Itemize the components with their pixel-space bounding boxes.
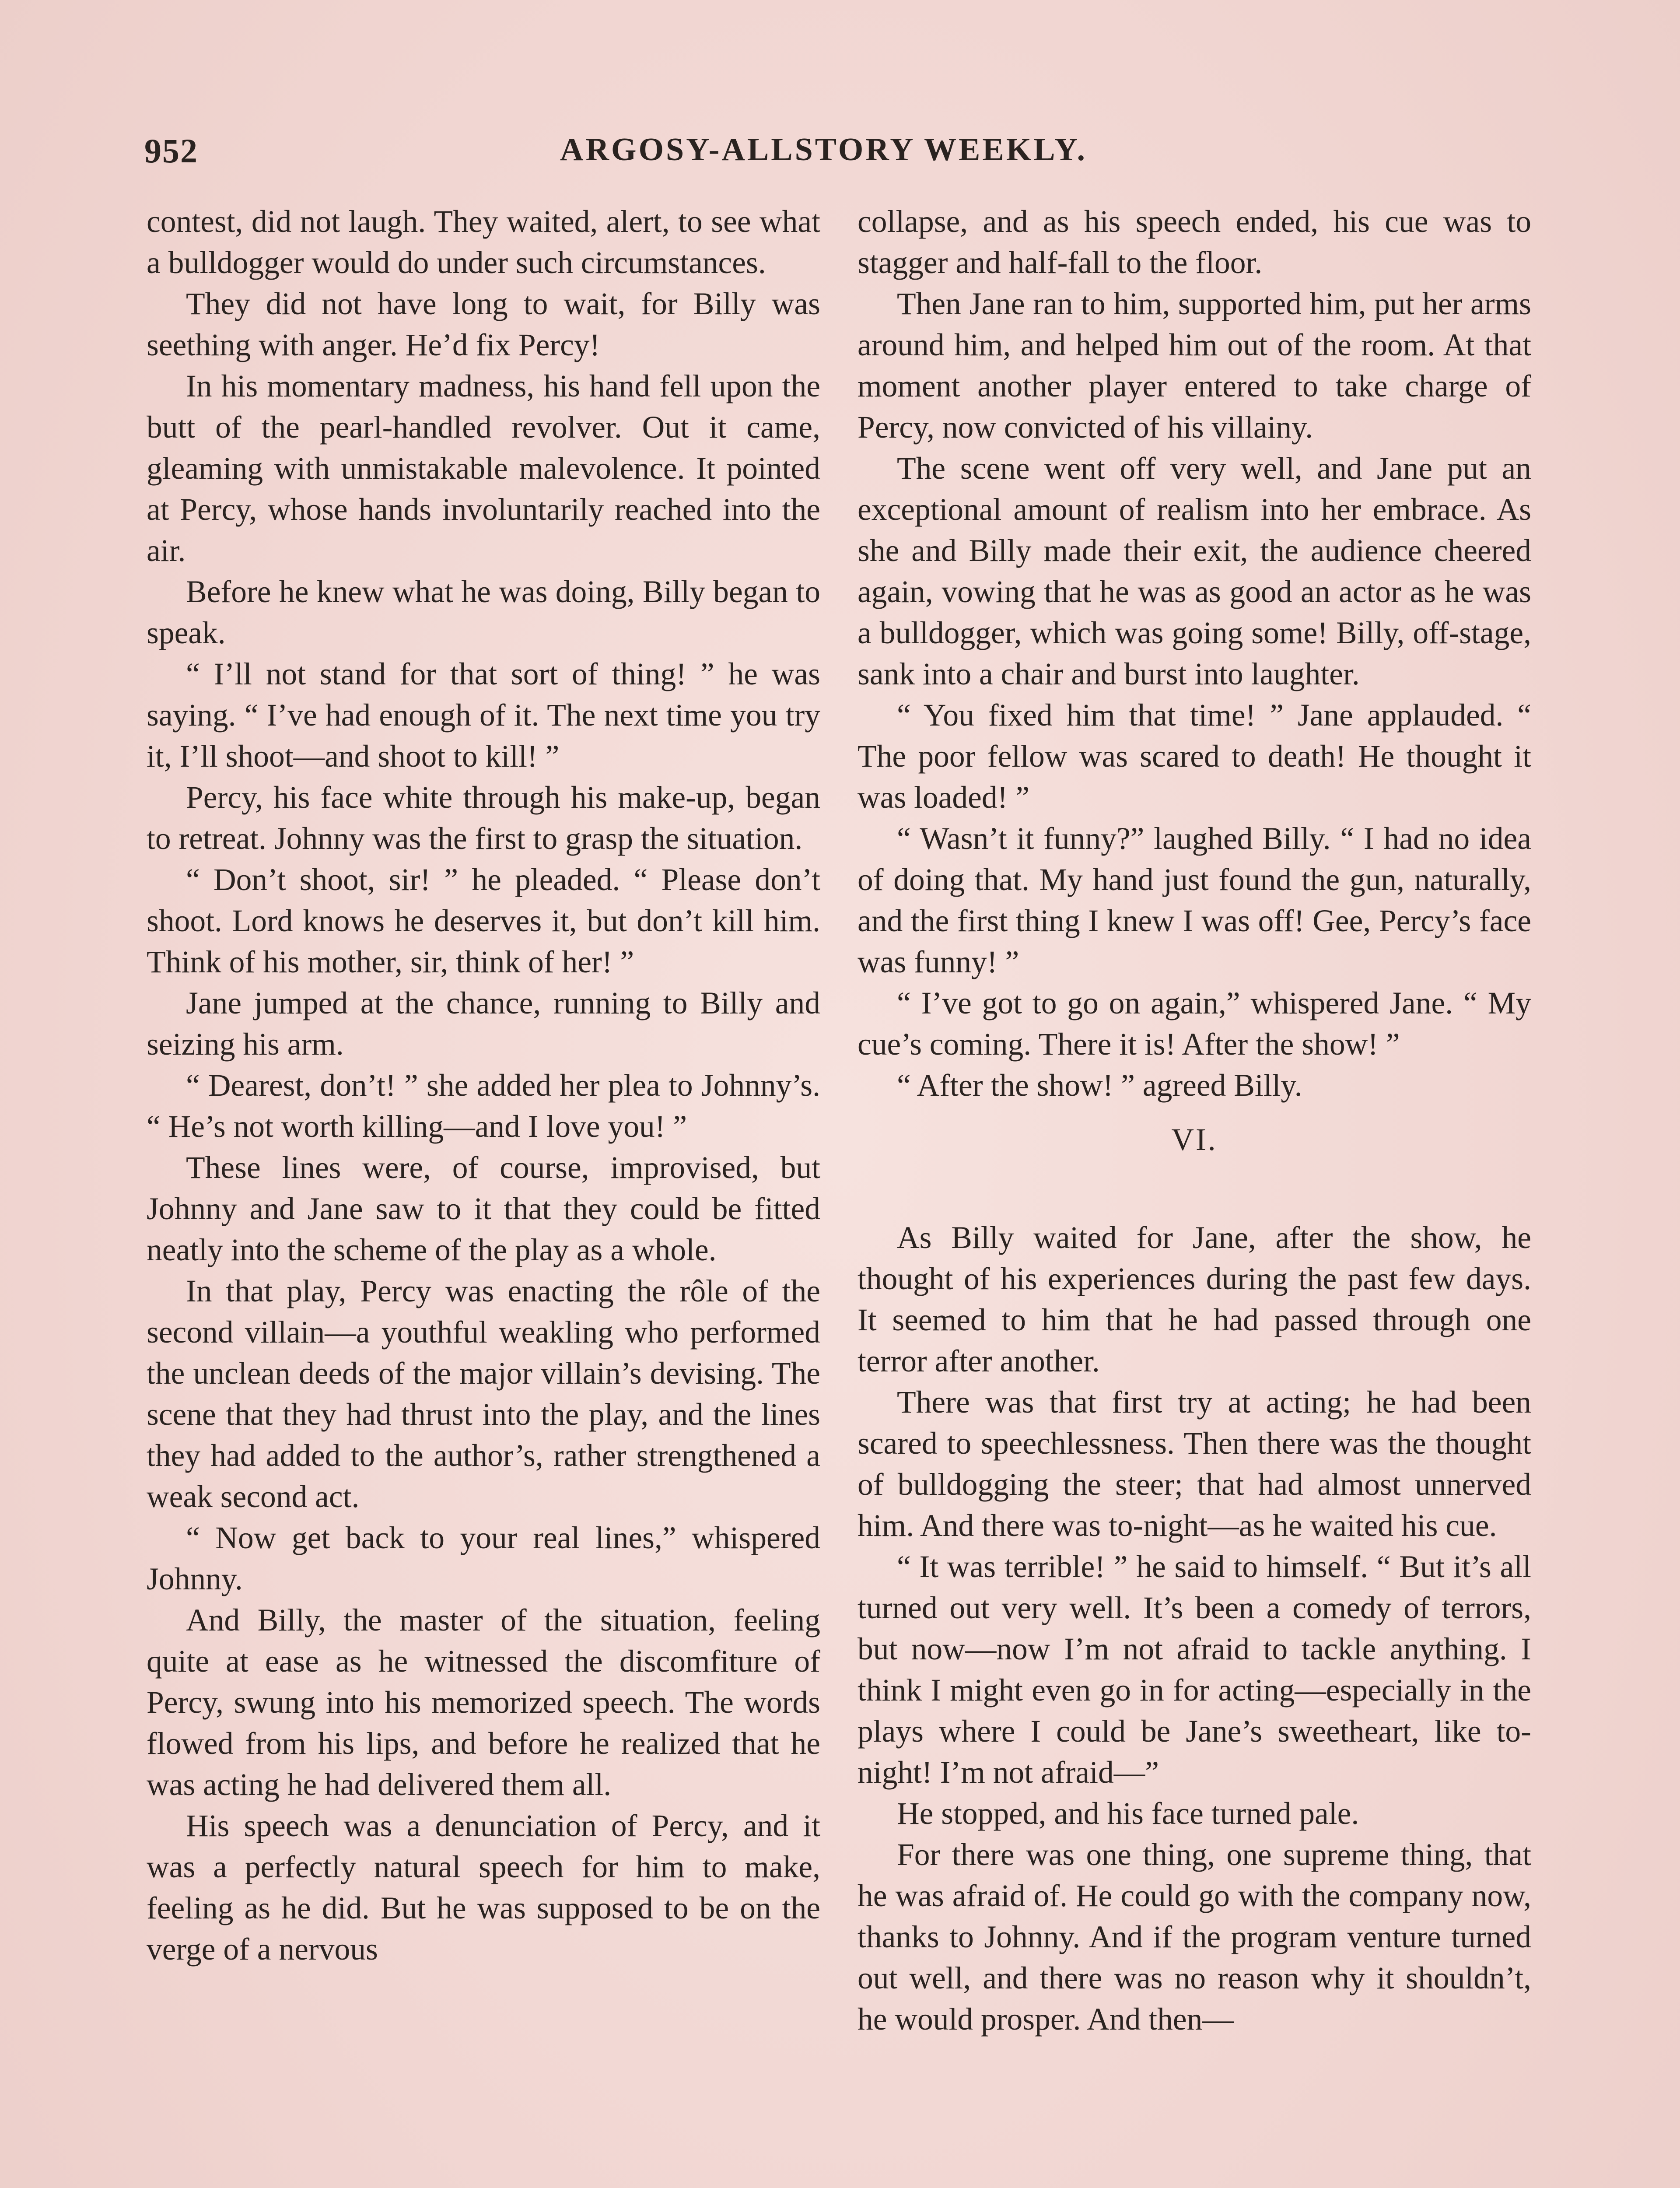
paragraph: In his momentary madness, his hand fell upon the butt of the pearl-handled revolver. Out it came, gleaming with unmistakable malevolence. It pointed at Percy, whose hands involuntarily reached into the air. (147, 369, 820, 568)
paragraph: “ Dearest, don’t! ” she added her plea to Johnny’s. “ He’s not worth killing—and I love you! ” (147, 1068, 820, 1144)
paragraph: And Billy, the master of the situation, feeling quite at ease as he witnessed the discomfiture of Percy, swung into his memorized speech. The words flowed from his lips, and before he realized that he was acting he had delivered them all. (147, 1603, 820, 1802)
paragraph: “ I’ve got to go on again,” whispered Jane. “ My cue’s coming. There it is! After the show! ” (858, 986, 1531, 1062)
paragraph: “ After the show! ” agreed Billy. (897, 1068, 1302, 1103)
section-heading: VI. (1171, 1122, 1218, 1157)
paragraph: “ Now get back to your real lines,” whispered Johnny. (147, 1521, 820, 1596)
paragraph: For there was one thing, one supreme thing, that he was afraid of. He could go with the company now, thanks to Johnny. And if the program venture turned out well, and there was no reason why it shouldn’t, he would prosper. And then— (858, 1837, 1531, 2037)
paragraph: In that play, Percy was enacting the rôle of the second villain—a youthful weakling who performed the unclean deeds of the major villain’s devising. The scene that they had thrust into the play, and the lines they had added to the author’s, rather strengthened a weak second act. (147, 1274, 820, 1514)
page-number: 952 (144, 132, 198, 170)
paragraph: collapse, and as his speech ended, his cue was to stagger and half-fall to the floor. (858, 204, 1531, 280)
paragraph: “ It was terrible! ” he said to himself. “ But it’s all turned out very well. It’s been a comedy of terrors, but now—now I’m not afraid to tackle anything. I think I might even go in for acting—especially in the plays where I could be Jane’s sweetheart, like to-night! I’m not afraid—” (858, 1550, 1531, 1790)
paragraph: “ I’ll not stand for that sort of thing! ” he was saying. “ I’ve had enough of it. The next time you try it, I’ll shoot—and shoot to kill! ” (147, 657, 820, 774)
paragraph: He stopped, and his face turned pale. (897, 1796, 1359, 1831)
paragraph: Before he knew what he was doing, Billy began to speak. (147, 575, 820, 650)
paragraph: The scene went off very well, and Jane put an exceptional amount of realism into her embrace. As she and Billy made their exit, the audience cheered again, vowing that he was as good an actor as he was a bulldogger, which was going some! Billy, off-stage, sank into a chair and burst into laughter. (858, 451, 1531, 691)
paragraph: There was that first try at acting; he had been scared to speechlessness. Then there was the thought of bulldogging the steer; that had almost unnerved him. And there was to-night—as he waited his cue. (858, 1385, 1531, 1543)
paragraph: “ Don’t shoot, sir! ” he pleaded. “ Please don’t shoot. Lord knows he deserves it, but don’t kill him. Think of his mother, sir, think of her! ” (147, 863, 820, 979)
paragraph: Then Jane ran to him, supported him, put her arms around him, and helped him out of the room. At that moment another player entered to take charge of Percy, now convicted of his villainy. (858, 287, 1531, 445)
paragraph: “ Wasn’t it funny?” laughed Billy. “ I had no idea of doing that. My hand just found the gun, naturally, and the first thing I knew I was off! Gee, Percy’s face was funny! ” (858, 821, 1531, 979)
left-column (147, 201, 820, 2188)
paragraph: Percy, his face white through his make-up, began to retreat. Johnny was the first to grasp the situation. (147, 780, 820, 856)
paragraph: They did not have long to wait, for Billy was seething with anger. He’d fix Percy! (147, 287, 820, 362)
paragraph: These lines were, of course, improvised, but Johnny and Jane saw to it that they could be fitted neatly into the scheme of the play as a whole. (147, 1150, 820, 1267)
paragraph: contest, did not laugh. They waited, alert, to see what a bulldogger would do under such circumstances. (147, 204, 820, 280)
page-header (144, 131, 1544, 179)
running-title: ARGOSY-ALLSTORY WEEKLY. (560, 132, 1088, 168)
paragraph: Jane jumped at the chance, running to Billy and seizing his arm. (147, 986, 820, 1062)
right-column (858, 201, 1531, 2188)
paragraph: His speech was a denunciation of Percy, and it was a perfectly natural speech for him to make, feeling as he did. But he was supposed to be on the verge of a nervous (147, 1809, 820, 1967)
paragraph: “ You fixed him that time! ” Jane applauded. “ The poor fellow was scared to death! He thought it was loaded! ” (858, 698, 1531, 815)
paragraph: As Billy waited for Jane, after the show, he thought of his experiences during the past few days. It seemed to him that he had passed through one terror after another. (858, 1220, 1531, 1378)
